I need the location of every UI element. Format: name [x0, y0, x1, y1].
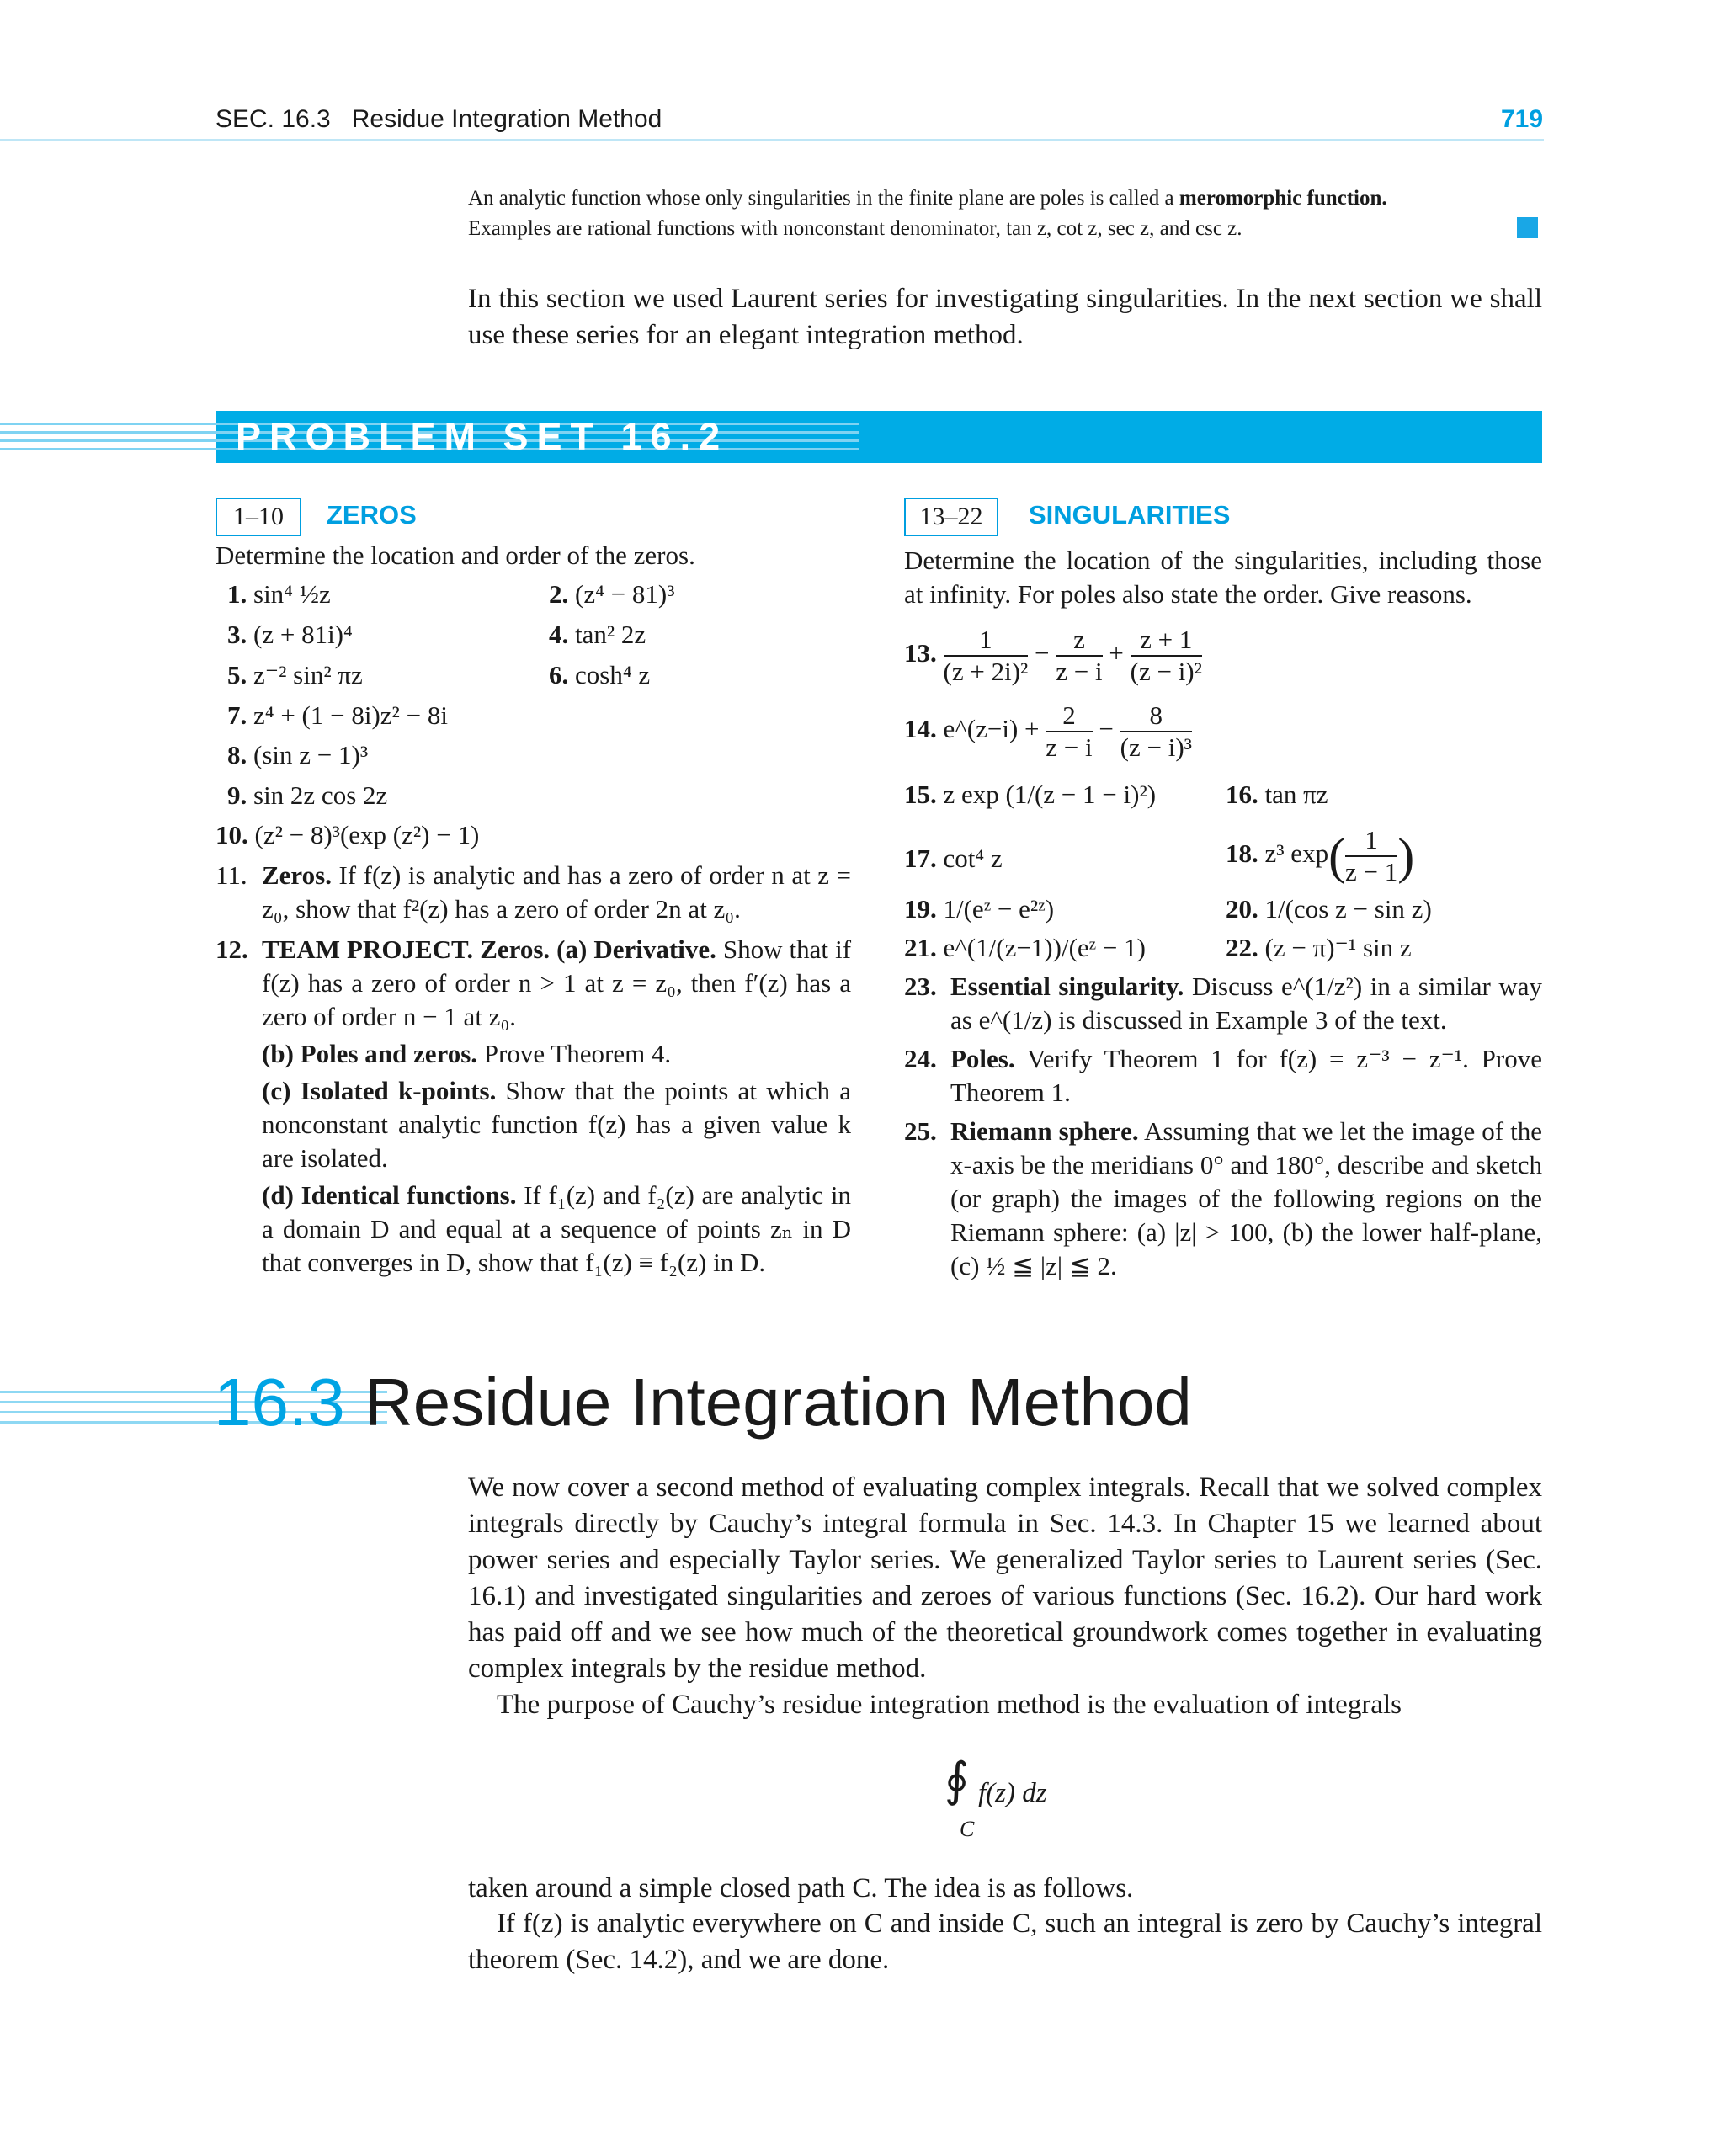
header-rule	[0, 139, 1544, 141]
intro-paragraph: In this section we used Laurent series for investigating singularities. In the next section we shall use these series for an elegant integration method.	[468, 284, 1542, 350]
denominator: (z − i)²	[1130, 657, 1202, 686]
numerator: 1	[944, 625, 1029, 657]
problem-expression: z⁻² sin² πz	[253, 660, 363, 689]
problem-number: 16.	[1226, 780, 1258, 809]
denominator: (z − i)³	[1120, 732, 1192, 762]
problem-text: If f₁(z) and f₂(z) are analytic in a domain D and equal at a sequence of points zₙ in D that converges in D, show that f₁(z) ≡ f₂(z) in D.	[262, 1180, 852, 1277]
problem-expression: tan² 2z	[575, 620, 646, 649]
problem-expression: cot⁴ z	[943, 844, 1003, 873]
problem-1	[227, 578, 331, 611]
numerator: z + 1	[1131, 625, 1202, 657]
problem-23-number: 23.	[904, 972, 937, 1001]
problem-13	[904, 625, 1202, 687]
denominator: z − 1	[1345, 857, 1398, 886]
problem-expression: e^(z−i) +	[943, 714, 1040, 744]
meromorphic-note-line1	[468, 184, 1542, 214]
end-of-example-marker	[1517, 217, 1538, 238]
zeros-range-box: 1–10	[216, 498, 301, 536]
problem-14	[904, 700, 1192, 763]
problem-number: 14.	[904, 714, 937, 744]
problem-expression: (sin z − 1)³	[253, 740, 369, 769]
problem-expression: (z + 81i)⁴	[253, 620, 353, 649]
problem-12b	[262, 1037, 851, 1071]
problem-expression: e^(1/(z−1))/(eᶻ − 1)	[943, 933, 1146, 962]
problem-12c	[262, 1074, 851, 1175]
problem-expression: z³ exp	[1264, 838, 1329, 869]
singularities-instruction: Determine the location of the singularities, including those at infinity. For poles also state the order. Give reasons.	[904, 546, 1542, 609]
section-paragraph-3: taken around a simple closed path C. The idea is as follows.	[468, 1873, 1134, 1903]
contour-integral-symbol: ∮	[944, 1754, 970, 1807]
problem-22	[1226, 931, 1412, 965]
problem-set-title: PROBLEM SET 16.2	[236, 415, 729, 458]
problem-number: 20.	[1226, 894, 1258, 924]
problem-lead: Essential singularity.	[950, 972, 1184, 1001]
problem-24-number: 24.	[904, 1044, 937, 1073]
section-paragraph-2: The purpose of Cauchy’s residue integration method is the evaluation of integrals	[497, 1690, 1402, 1720]
header-title: Residue Integration Method	[351, 105, 662, 133]
fraction	[1345, 825, 1397, 887]
problem-number: 1.	[227, 579, 247, 609]
problem-15	[904, 778, 1156, 812]
fraction	[944, 625, 1029, 687]
problem-number: 9.	[227, 780, 247, 810]
problem-number: 13.	[904, 638, 937, 668]
problem-12-number: 12.	[216, 934, 248, 964]
integral-integrand: f(z) dz	[978, 1778, 1047, 1808]
right-paren: )	[1397, 828, 1415, 884]
problem-number: 15.	[904, 780, 937, 809]
problem-expression: (z² − 8)³(exp (z²) − 1)	[254, 820, 480, 849]
note-text: An analytic function whose only singularities in the finite plane are poles is called a	[468, 187, 1179, 210]
section-number: 16.3	[214, 1365, 345, 1440]
problem-3	[227, 618, 353, 652]
problem-lead: Zeros.	[262, 860, 332, 890]
zeros-instruction: Determine the location and order of the zeros.	[216, 540, 695, 570]
problem-expression: cosh⁴ z	[575, 660, 651, 689]
problem-text: If f(z) is analytic and has a zero of order n at z = z₀, show that f²(z) has a zero of order 2n at z₀.	[262, 860, 851, 924]
problem-10	[216, 818, 479, 852]
singularities-heading: SINGULARITIES	[1029, 500, 1231, 530]
problem-20	[1226, 892, 1432, 926]
problem-lead: TEAM PROJECT. Zeros. (a) Derivative.	[262, 934, 716, 964]
header-section: SEC. 16.3	[216, 105, 331, 133]
problem-4	[549, 618, 646, 652]
problem-8	[227, 738, 368, 772]
problem-number: 6.	[549, 660, 569, 689]
problem-text: Prove Theorem 4.	[483, 1039, 672, 1068]
problem-lead: (d) Identical functions.	[262, 1180, 517, 1210]
operator: −	[1099, 714, 1114, 744]
problem-24	[950, 1042, 1542, 1110]
problem-9	[227, 779, 387, 812]
problem-expression: (z⁴ − 81)³	[575, 579, 675, 609]
problem-number: 2.	[549, 579, 569, 609]
problem-number: 17.	[904, 844, 937, 873]
problem-12d	[262, 1179, 851, 1280]
problem-18	[1226, 825, 1414, 887]
problem-number: 18.	[1226, 838, 1258, 869]
problem-number: 8.	[227, 740, 247, 769]
problem-6	[549, 658, 650, 692]
problem-expression: 1/(cos z − sin z)	[1264, 894, 1432, 924]
problem-25-number: 25.	[904, 1116, 937, 1146]
problem-text: Show that if f(z) has a zero of order n > 1 at z = z₀, then f′(z) has a zero of order n − 1 at z₀.	[262, 934, 852, 1031]
problem-text: Verify Theorem 1 for f(z) = z⁻³ − z⁻¹. Prove Theorem 1.	[950, 1044, 1542, 1107]
problem-number: 4.	[549, 620, 569, 649]
problem-25	[950, 1115, 1542, 1283]
denominator: z − i	[1046, 732, 1093, 762]
problem-lead: Riemann sphere.	[950, 1116, 1139, 1146]
singularities-range-box: 13–22	[904, 498, 998, 536]
problem-lead: (c) Isolated k-points.	[262, 1076, 497, 1105]
denominator: (z + 2i)²	[943, 657, 1029, 686]
problem-number: 22.	[1226, 933, 1258, 962]
problem-number: 3.	[227, 620, 247, 649]
numerator: 1	[1345, 825, 1397, 857]
problem-number: 7.	[227, 700, 247, 730]
problem-17	[904, 842, 1003, 876]
problem-number: 19.	[904, 894, 937, 924]
note-term: meromorphic function.	[1179, 187, 1387, 210]
problem-text: Show that the points at which a nonconstant analytic function f(z) has a given value k are isolated.	[262, 1076, 852, 1173]
problem-number: 10.	[216, 820, 248, 849]
integral-path-label: C	[960, 1817, 975, 1841]
problem-expression: (z − π)⁻¹ sin z	[1264, 933, 1412, 962]
problem-text: Assuming that we let the image of the x-axis be the meridians 0° and 180°, describe and sketch (or graph) the images of the following regions on the Riemann sphere: (a) |z| > 100, (b) the lower half-plane, (c) ½ ≦ |z| ≦ 2.	[950, 1116, 1543, 1280]
section-paragraph-4: If f(z) is analytic everywhere on C and inside C, such an integral is zero by Cauchy’s integral theorem (Sec. 14.2), and we are done.	[468, 1908, 1542, 1975]
problem-19	[904, 892, 1054, 926]
operator: −	[1035, 638, 1050, 668]
problem-2	[549, 578, 675, 611]
problem-11	[262, 859, 851, 926]
problem-expression: 1/(eᶻ − e²ᶻ)	[943, 894, 1055, 924]
fraction	[1131, 625, 1202, 687]
problem-5	[227, 658, 363, 692]
problem-expression: z⁴ + (1 − 8i)z² − 8i	[253, 700, 448, 730]
numerator: z	[1056, 625, 1102, 657]
fraction	[1056, 625, 1102, 687]
numerator: 8	[1120, 700, 1192, 732]
denominator: z − i	[1056, 657, 1103, 686]
problem-expression: z exp (1/(z − 1 − i)²)	[943, 780, 1157, 809]
problem-expression: sin⁴ ½z	[253, 579, 331, 609]
section-paragraph-1: We now cover a second method of evaluating complex integrals. Recall that we solved complex integrals directly by Cauchy’s integral formula in Sec. 14.3. In Chapter 15 we learned about power series and especially Taylor series. We generalized Taylor series to Laurent series (Sec. 16.1) and investigated singularities and zeroes of various functions (Sec. 16.2). Our hard work has paid off and we see how much of the theoretical groundwork comes together in evaluating complex integrals by the residue method.	[468, 1472, 1542, 1684]
problem-expression: sin 2z cos 2z	[253, 780, 388, 810]
problem-11-number: 11.	[216, 860, 247, 890]
left-paren: (	[1328, 828, 1346, 884]
section-title: Residue Integration Method	[364, 1365, 1192, 1440]
zeros-heading: ZEROS	[327, 500, 417, 530]
problem-number: 5.	[227, 660, 247, 689]
meromorphic-note-line2: Examples are rational functions with nonconstant denominator, tan z, cot z, sec z, and csc z.	[468, 217, 1242, 240]
problem-number: 21.	[904, 933, 937, 962]
problem-expression: tan πz	[1264, 780, 1328, 809]
page-number: 719	[1501, 105, 1544, 133]
numerator: 2	[1046, 700, 1092, 732]
problem-23	[950, 970, 1542, 1037]
running-header	[216, 105, 662, 134]
problem-7	[227, 699, 448, 732]
fraction	[1046, 700, 1092, 763]
problem-12a	[262, 933, 851, 1034]
problem-lead: (b) Poles and zeros.	[262, 1039, 478, 1068]
problem-text: Discuss e^(1/z²) in a similar way as e^(1/z) is discussed in Example 3 of the text.	[950, 972, 1543, 1035]
operator: +	[1109, 638, 1124, 668]
fraction	[1120, 700, 1192, 763]
problem-21	[904, 931, 1146, 965]
problem-16	[1226, 778, 1328, 812]
problem-lead: Poles.	[950, 1044, 1015, 1073]
